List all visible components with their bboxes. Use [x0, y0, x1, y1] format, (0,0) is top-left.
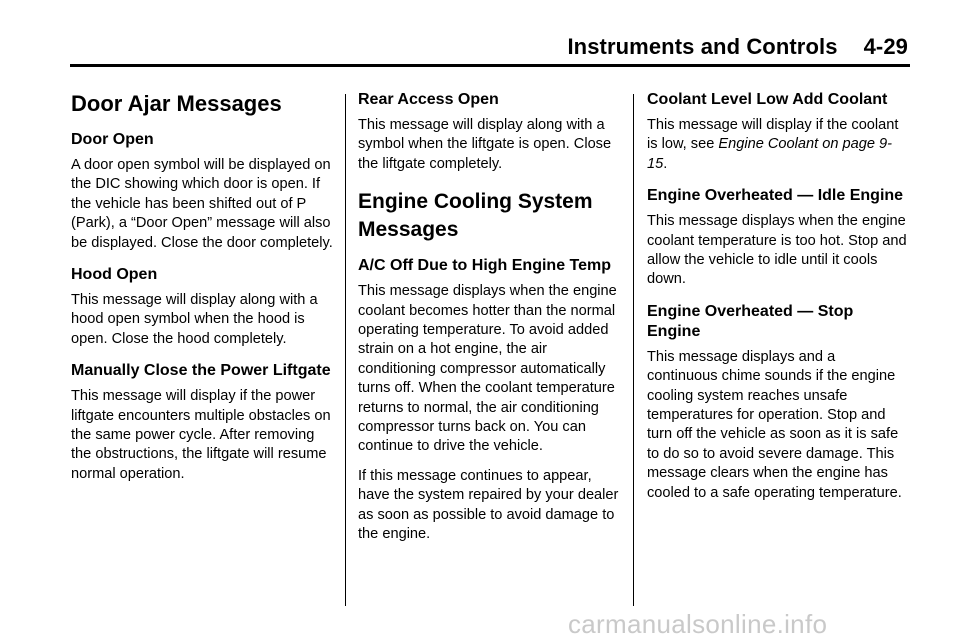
coolant-low-text-pre: This message will display if the coolant is low, see — [647, 117, 899, 153]
page-number: 4-29 — [863, 34, 908, 59]
door-ajar-title: Door Ajar Messages — [71, 91, 282, 116]
liftgate-text: This message will display if the power liftgate encounters multiple obstacles on the same power cycle. After removing the obstructions, the liftgate will resume normal operation. — [71, 388, 331, 482]
ac-off-text: This message displays when the engine coolant becomes hotter than the normal operating temperature. To avoid added strain on a hot engine, the air conditioning compressor automatically turns off. When the coolant temperature returns to normal, the air conditioning compressor turns back on. You can continue to drive the vehicle. — [358, 283, 617, 455]
column-divider-1 — [345, 94, 346, 606]
hood-open-heading: Hood Open — [71, 266, 158, 284]
column-2 — [358, 90, 620, 555]
coolant-low-heading: Coolant Level Low Add Coolant — [647, 91, 888, 108]
ac-off-heading: A/C Off Due to High Engine Temp — [358, 257, 612, 275]
coolant-low-text — [647, 116, 909, 174]
rear-access-text: This message will display along with a symbol when the liftgate is open. Close the liftgate completely. — [358, 117, 612, 172]
door-open-text: A door open symbol will be displayed on the DIC showing which door is open. If the vehicle has been shifted out of P (Park), a “Door Open” message will also be displayed. Close the door completely. — [71, 157, 333, 251]
watermark: carmanualsonline.info — [568, 609, 828, 639]
coolant-low-text-post: . — [663, 155, 668, 172]
ac-off-text-2: If this message continues to appear, have the system repaired by your dealer as soon as possible to avoid damage to the engine. — [358, 467, 619, 543]
column-divider-2 — [633, 94, 634, 606]
door-open-heading: Door Open — [71, 131, 154, 148]
overheat-stop-text: This message displays and a continuous chime sounds if the engine cooling system reaches unsafe temperatures for operation. Stop and turn off the vehicle as soon as it is safe to do so to avoid severe damage. This message clears when the engine has cooled to a safe operating temperature. — [647, 348, 902, 501]
engine-coolant-link[interactable]: Engine Coolant on page 9-15 — [647, 136, 893, 172]
hood-open-text: This message will display along with a hood open symbol when the hood is open. Close the hood completely. — [71, 292, 318, 347]
section-title: Instruments and Controls — [567, 34, 838, 59]
column-1 — [71, 90, 333, 494]
rear-access-heading: Rear Access Open — [358, 91, 499, 108]
liftgate-heading: Manually Close the Power Liftgate — [71, 362, 331, 380]
overheat-idle-heading: Engine Overheated — Idle Engine — [647, 187, 904, 205]
column-3 — [647, 90, 909, 513]
page-header — [0, 34, 908, 60]
overheat-idle-text: This message displays when the engine coolant temperature is too hot. Stop and allow the vehicle to idle until it cools down. — [647, 213, 907, 288]
overheat-stop-heading: Engine Overheated — Stop Engine — [647, 302, 854, 340]
header-rule — [70, 64, 910, 67]
cooling-title: Engine Cooling System Messages — [358, 190, 593, 242]
